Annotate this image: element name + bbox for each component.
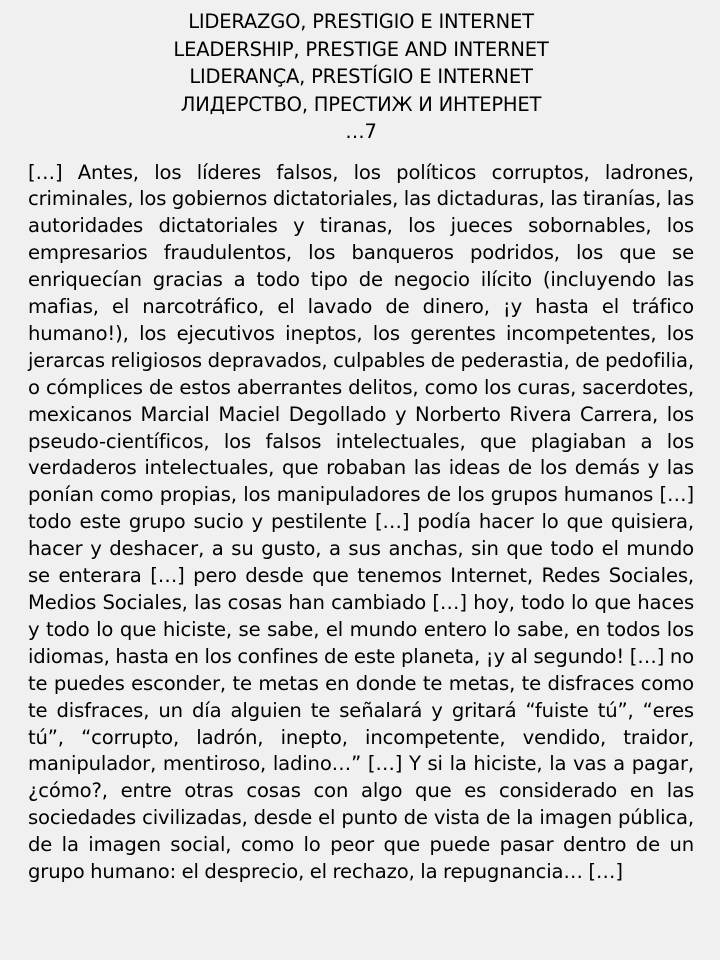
title-english: LEADERSHIP, PRESTIGE AND INTERNET xyxy=(173,37,549,61)
title-spanish: LIDERAZGO, PRESTIGIO E INTERNET xyxy=(188,10,534,33)
body-paragraph: […] Antes, los líderes falsos, los políticos corruptos, ladrones, criminales, los gobiernos dictatoriales, las dictaduras, las tiranías, las autoridades dictatoriales y tiranas, los jueces sobornables, los empresarios fraudulentos, los banqueros podridos, los que se enriquecían gracias a todo tipo de negocio ilícito (incluyendo las mafias, el narcotráfico, el lavado de dinero, ¡y hasta el tráfico humano!), los ejecutivos ineptos, los gerentes incompetentes, los jerarcas religiosos depravados, culpables de pederastia, de pedofilia, o cómplices de estos aberrantes delitos, como los curas, sacerdotes, mexicanos Marcial Maciel Degollado y Norberto Rivera Carrera, los pseudo-científicos, los falsos intelectuales, que plagiaban a los verdaderos intelectuales, que robaban las ideas de los demás y las ponían como propias, los manipuladores de los grupos humanos […] todo este grupo sucio y pestilente […] podía hacer lo que quisiera, hacer y deshacer, a su gusto, a sus anchas, sin que todo el mundo se enterara […] pero desde que tenemos Internet, Redes Sociales, Medios Sociales, las cosas han cambiado […] hoy, todo lo que haces y todo lo que hiciste, se sabe, el mundo entero lo sabe, en todos los idiomas, hasta en los confines de este planeta, ¡y al segundo! […] no te puedes esconder, te metas en donde te metas, te disfraces como te disfraces, un día alguien te señalará y gritará “fuiste tú”, “eres tú”, “corrupto, ladrón, inepto, incompetente, vendido, traidor, manipulador, mentiroso, ladino…” […] Y si la hiciste, la vas a pagar, ¿cómo?, entre otras cosas con algo que es considerado en las sociedades civilizadas, desde el punto de vista de la imagen pública, de la imagen social, como lo peor que puede pasar dentro de un grupo humano: el desprecio, el rechazo, la repugnancia… […] xyxy=(28,160,694,884)
title-russian: ЛИДЕРСТВО, ПРЕСТИЖ И ИНТЕРНЕТ xyxy=(180,92,542,116)
part-number: …7 xyxy=(345,120,377,143)
title-portuguese: LIDERANÇA, PRESTÍGIO E INTERNET xyxy=(189,65,533,88)
title-block xyxy=(28,8,694,146)
